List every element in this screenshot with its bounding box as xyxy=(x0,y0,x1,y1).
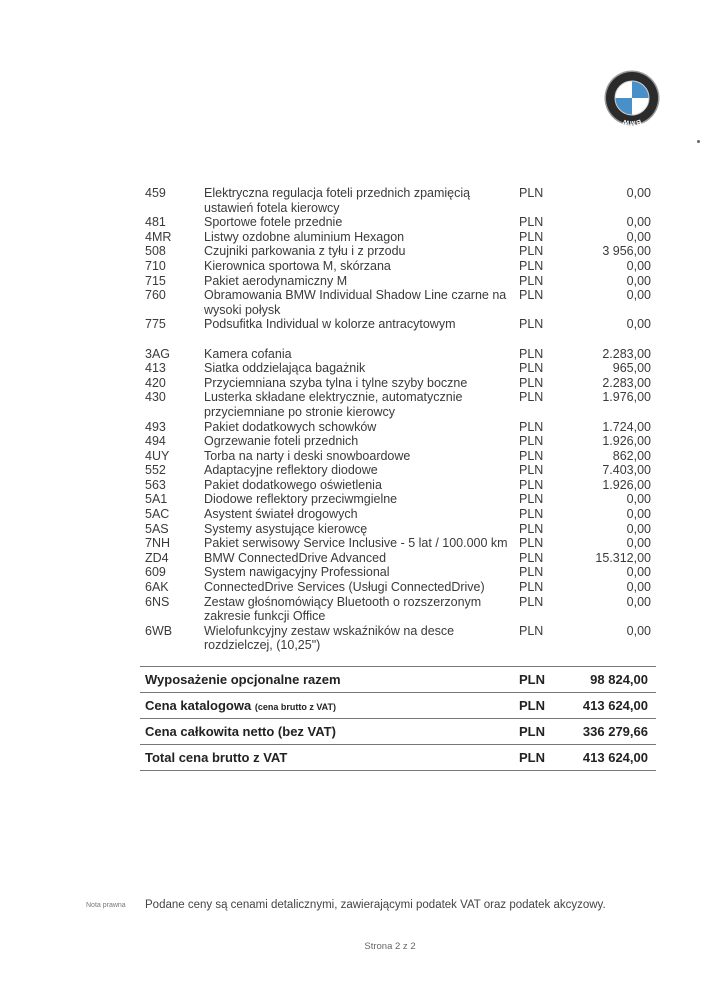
option-row-continuation xyxy=(145,201,655,216)
option-code xyxy=(145,638,204,653)
option-value: 0,00 xyxy=(626,258,651,273)
option-row xyxy=(145,551,655,566)
option-row xyxy=(145,230,655,245)
option-description: ustawień fotela kierowcy xyxy=(204,200,340,215)
total-options-label: Wyposażenie opcjonalne razem xyxy=(145,672,341,687)
option-row xyxy=(145,595,655,610)
option-value: 0,00 xyxy=(626,288,651,303)
option-value: 0,00 xyxy=(626,594,651,609)
option-code: 508 xyxy=(145,244,166,259)
option-row xyxy=(145,390,655,405)
option-code: 563 xyxy=(145,477,166,492)
option-row xyxy=(145,274,655,289)
option-value: 0,00 xyxy=(626,215,651,230)
option-code: 493 xyxy=(145,419,166,434)
option-value: 0,00 xyxy=(626,536,651,551)
option-description: Pakiet aerodynamiczny M xyxy=(204,273,348,288)
option-value: 1.976,00 xyxy=(602,390,651,405)
catalog-price-note: (cena brutto z VAT) xyxy=(254,702,336,712)
catalog-price-row xyxy=(140,692,656,718)
option-description: Systemy asystujące kierowcę xyxy=(204,521,368,536)
option-row xyxy=(145,288,655,303)
option-code: 6NS xyxy=(145,594,170,609)
option-code: 5AC xyxy=(145,507,170,522)
option-code: 494 xyxy=(145,434,166,449)
option-value: 0,00 xyxy=(626,507,651,522)
option-value: 0,00 xyxy=(626,492,651,507)
option-currency xyxy=(519,303,579,318)
option-description: Ogrzewanie foteli przednich xyxy=(204,434,359,449)
gross-price-row xyxy=(140,744,656,771)
option-currency: PLN xyxy=(519,594,544,609)
option-description: przyciemniane po stronie kierowcy xyxy=(204,404,396,419)
option-row xyxy=(145,624,655,639)
option-value xyxy=(579,638,655,653)
option-currency: PLN xyxy=(519,536,544,551)
option-value xyxy=(579,609,655,624)
option-currency: PLN xyxy=(519,434,544,449)
option-currency: PLN xyxy=(519,565,544,580)
net-price-label: Cena całkowita netto (bez VAT) xyxy=(145,724,336,739)
option-value: 965,00 xyxy=(612,361,651,376)
option-value xyxy=(579,405,655,420)
option-row xyxy=(145,507,655,522)
option-code: 609 xyxy=(145,565,166,580)
option-value: 0,00 xyxy=(626,565,651,580)
option-code xyxy=(145,609,204,624)
option-code: 5A1 xyxy=(145,492,168,507)
option-row xyxy=(145,215,655,230)
option-code: 775 xyxy=(145,317,166,332)
option-code: 6AK xyxy=(145,580,169,595)
option-description: ConnectedDrive Services (Usługi ConnectedDrive) xyxy=(204,580,485,595)
option-code: 430 xyxy=(145,390,166,405)
legal-note-label: Nota prawna xyxy=(86,902,126,909)
option-code: 710 xyxy=(145,258,166,273)
option-row xyxy=(145,522,655,537)
option-value: 0,00 xyxy=(626,580,651,595)
option-currency xyxy=(519,609,579,624)
option-row xyxy=(145,244,655,259)
option-description: Czujniki parkowania z tyłu i z przodu xyxy=(204,244,406,259)
options-list xyxy=(145,186,655,653)
option-code xyxy=(145,201,204,216)
gross-price-label: Total cena brutto z VAT xyxy=(145,750,288,765)
net-price-row xyxy=(140,718,656,744)
option-row xyxy=(145,536,655,551)
option-value: 3 956,00 xyxy=(602,244,651,259)
option-currency: PLN xyxy=(519,492,544,507)
option-currency: PLN xyxy=(519,288,544,303)
option-description: Kierownica sportowa M, skórzana xyxy=(204,258,391,273)
option-code: 3AG xyxy=(145,346,171,361)
option-value: 0,00 xyxy=(626,186,651,200)
option-code: 7NH xyxy=(145,536,171,551)
option-row-continuation xyxy=(145,405,655,420)
option-currency: PLN xyxy=(519,244,544,259)
option-code: 4MR xyxy=(145,229,172,244)
gross-price-currency: PLN xyxy=(519,750,545,765)
option-code: 552 xyxy=(145,463,166,478)
page-number: Strona 2 z 2 xyxy=(364,941,416,952)
catalog-price-currency: PLN xyxy=(519,698,545,713)
net-price-currency: PLN xyxy=(519,724,545,739)
option-description: rozdzielczej, (10,25") xyxy=(204,638,321,653)
option-currency: PLN xyxy=(519,273,544,288)
option-currency: PLN xyxy=(519,521,544,536)
option-description: System nawigacyjny Professional xyxy=(204,565,390,580)
option-code xyxy=(145,303,204,318)
option-description: Adaptacyjne reflektory diodowe xyxy=(204,463,378,478)
catalog-price-value: 413 624,00 xyxy=(582,698,648,713)
option-value: 0,00 xyxy=(626,521,651,536)
gross-price-value: 413 624,00 xyxy=(582,750,648,765)
catalog-price-label-wrap xyxy=(145,698,519,713)
option-code: 715 xyxy=(145,273,166,288)
option-description: Wielofunkcyjny zestaw wskaźników na desce xyxy=(204,623,455,638)
option-description: Pakiet serwisowy Service Inclusive - 5 lat / 100.000 km xyxy=(204,536,508,551)
option-description: wysoki połysk xyxy=(204,302,281,317)
option-description: Kamera cofania xyxy=(204,346,292,361)
option-value: 1.926,00 xyxy=(602,434,651,449)
option-row-continuation xyxy=(145,303,655,318)
option-row xyxy=(145,449,655,464)
option-row xyxy=(145,317,655,332)
total-options-value: 98 824,00 xyxy=(590,672,648,687)
option-currency: PLN xyxy=(519,390,544,405)
option-value xyxy=(579,201,655,216)
option-currency xyxy=(519,638,579,653)
total-options-row xyxy=(140,666,656,692)
option-row xyxy=(145,492,655,507)
option-code: 760 xyxy=(145,288,166,303)
option-currency: PLN xyxy=(519,229,544,244)
option-code: 5AS xyxy=(145,521,169,536)
option-currency xyxy=(519,201,579,216)
option-value: 15.312,00 xyxy=(595,550,651,565)
option-description: Pakiet dodatkowego oświetlenia xyxy=(204,477,382,492)
option-currency: PLN xyxy=(519,477,544,492)
option-currency: PLN xyxy=(519,463,544,478)
option-row-continuation xyxy=(145,638,655,653)
option-value: 0,00 xyxy=(626,317,651,332)
option-description: Siatka oddzielająca bagażnik xyxy=(204,361,366,376)
option-value: 2.283,00 xyxy=(602,375,651,390)
option-description: Torba na narty i deski snowboardowe xyxy=(204,448,411,463)
option-row xyxy=(145,347,655,362)
catalog-price-label: Cena katalogowa xyxy=(145,698,252,713)
option-description: zakresie funkcji Office xyxy=(204,609,326,624)
option-currency: PLN xyxy=(519,361,544,376)
option-row xyxy=(145,376,655,391)
option-description: BMW ConnectedDrive Advanced xyxy=(204,550,387,565)
option-value: 1.926,00 xyxy=(602,477,651,492)
option-currency: PLN xyxy=(519,375,544,390)
option-description: Diodowe reflektory przeciwmgielne xyxy=(204,492,398,507)
option-row xyxy=(145,361,655,376)
option-value: 1.724,00 xyxy=(602,419,651,434)
option-code xyxy=(145,405,204,420)
option-code: 6WB xyxy=(145,623,173,638)
totals-table xyxy=(140,666,656,771)
legal-note-text: Podane ceny są cenami detalicznymi, zawierającymi podatek VAT oraz podatek akcyzowy. xyxy=(145,899,606,911)
option-value: 0,00 xyxy=(626,229,651,244)
option-currency: PLN xyxy=(519,186,544,200)
option-description: Podsufitka Individual w kolorze antracytowym xyxy=(204,317,456,332)
option-description: Sportowe fotele przednie xyxy=(204,215,343,230)
option-description: Zestaw głośnomówiący Bluetooth o rozszerzonym xyxy=(204,594,482,609)
option-row xyxy=(145,565,655,580)
option-value: 0,00 xyxy=(626,623,651,638)
option-value: 2.283,00 xyxy=(602,346,651,361)
option-row xyxy=(145,463,655,478)
option-description: Asystent świateł drogowych xyxy=(204,507,358,522)
option-description: Pakiet dodatkowych schowków xyxy=(204,419,377,434)
option-row xyxy=(145,434,655,449)
option-row xyxy=(145,478,655,493)
option-row xyxy=(145,420,655,435)
option-description: Obramowania BMW Individual Shadow Line czarne na xyxy=(204,288,507,303)
option-currency: PLN xyxy=(519,215,544,230)
bmw-logo-text: BMW xyxy=(622,117,642,126)
option-row xyxy=(145,259,655,274)
net-price-value: 336 279,66 xyxy=(582,724,648,739)
option-description: Przyciemniana szyba tylna i tylne szyby boczne xyxy=(204,375,468,390)
option-description: Listwy ozdobne aluminium Hexagon xyxy=(204,229,405,244)
total-options-currency: PLN xyxy=(519,672,545,687)
option-currency: PLN xyxy=(519,258,544,273)
option-currency: PLN xyxy=(519,419,544,434)
option-currency: PLN xyxy=(519,580,544,595)
option-value xyxy=(579,303,655,318)
option-code: 481 xyxy=(145,215,166,230)
option-currency: PLN xyxy=(519,623,544,638)
option-description: Lusterka składane elektrycznie, automatycznie xyxy=(204,390,463,405)
option-code: ZD4 xyxy=(145,550,169,565)
option-value: 862,00 xyxy=(612,448,651,463)
option-value: 0,00 xyxy=(626,273,651,288)
option-row xyxy=(145,186,655,201)
option-code: 4UY xyxy=(145,448,170,463)
bmw-logo-icon xyxy=(604,70,660,126)
scan-speck xyxy=(697,140,700,143)
option-currency: PLN xyxy=(519,317,544,332)
option-row-continuation xyxy=(145,609,655,624)
option-description: Elektryczna regulacja foteli przednich zpamięcią xyxy=(204,186,471,200)
option-currency: PLN xyxy=(519,346,544,361)
option-code: 420 xyxy=(145,375,166,390)
option-currency: PLN xyxy=(519,507,544,522)
option-code: 413 xyxy=(145,361,166,376)
option-currency: PLN xyxy=(519,448,544,463)
option-currency: PLN xyxy=(519,550,544,565)
option-currency xyxy=(519,405,579,420)
option-row xyxy=(145,580,655,595)
option-code: 459 xyxy=(145,186,166,200)
option-value: 7.403,00 xyxy=(602,463,651,478)
